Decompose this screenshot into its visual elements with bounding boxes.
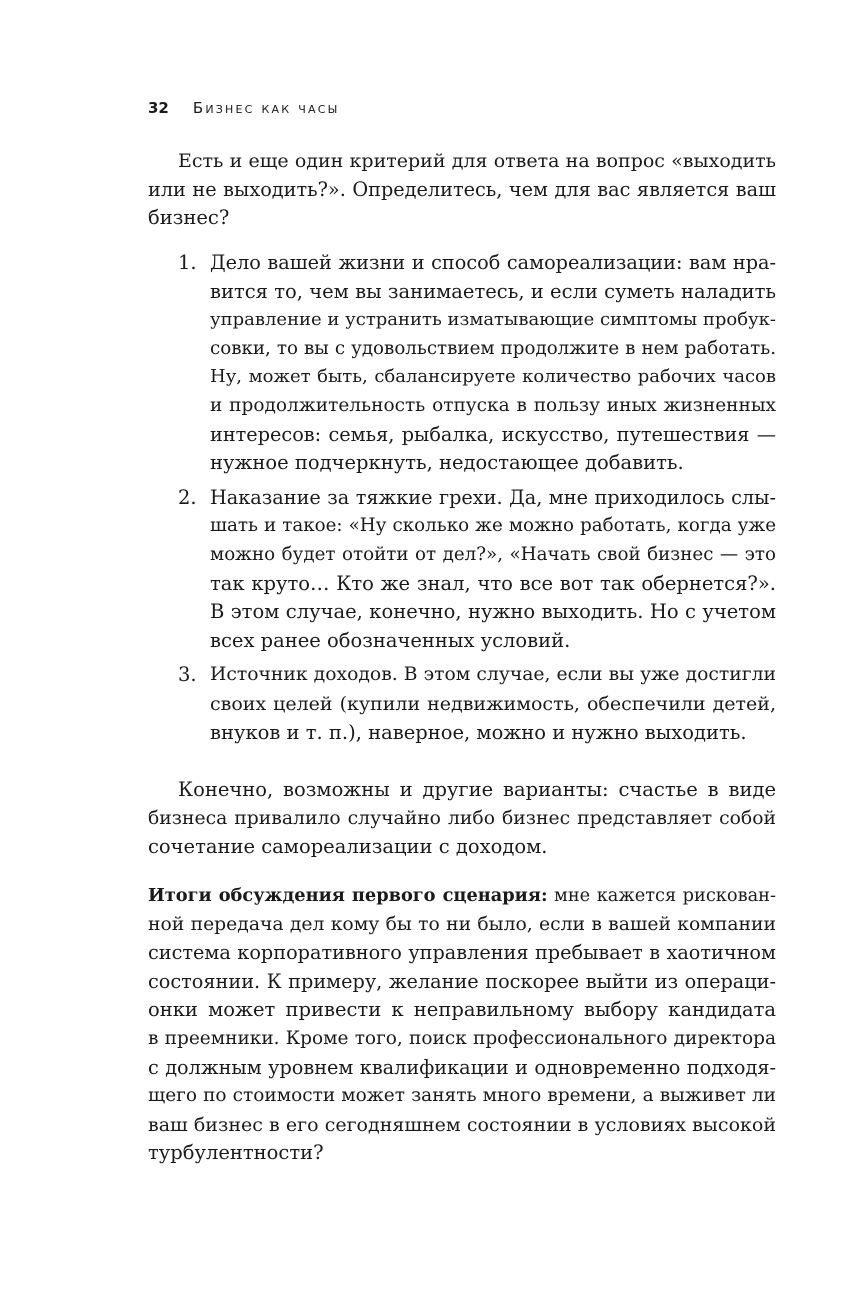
paragraph-line: система корпоративного управления пребывает в хаотичном	[148, 941, 776, 965]
paragraph-line: или не выходить?». Определитесь, чем для вас является ваш	[148, 177, 776, 201]
list-item-line: Ну, может быть, сбалансируете количество рабочих часов	[210, 366, 776, 388]
list-item-line: В этом случае, конечно, нужно выходить. Но с учетом	[210, 600, 776, 624]
paragraph-line: с должным уровнем квалификации и одновременно подходя-	[148, 1055, 776, 1079]
list-item-line: всех ранее обозначенных условий.	[210, 628, 571, 652]
paragraph-line: онки может привести к неправильному выбору кандидата	[148, 998, 776, 1022]
page-number: 32	[148, 99, 169, 117]
numbered-list	[148, 249, 776, 747]
list-item-number: 1.	[178, 251, 197, 274]
paragraph-line: турбулентности?	[148, 1141, 324, 1165]
list-item-line: управление и устранить изматывающие симптомы пробук-	[210, 309, 777, 331]
list-item-line: своих целей (купили недвижимость, обеспечили детей,	[210, 692, 776, 715]
paragraph-line: состоянии. К примеру, желание поскорее выйти из операци-	[148, 969, 776, 993]
list-item-line: нужное подчеркнуть, недостающее добавить.	[210, 451, 684, 475]
list-item	[148, 249, 776, 478]
paragraph-line: Есть и еще один критерий для ответа на вопрос «выходить	[178, 150, 776, 172]
paragraph-line: ваш бизнес в его сегодняшнем состоянии в условиях высокой	[148, 1113, 776, 1136]
list-item-line: можно будет отойти от дел?», «Начать свой бизнес — это	[210, 543, 776, 565]
list-item-line: внуков и т. п.), наверное, можно и нужно выходить.	[210, 720, 747, 744]
paragraph-line: в преемники. Кроме того, поиск профессионального директора	[148, 1027, 776, 1049]
paragraph-line: бизнес?	[148, 206, 230, 230]
list-item-line: и продолжительность отпуска в пользу иных жизненных	[210, 394, 776, 416]
list-item-line: совки, то вы с удовольствием продолжите в нем работать.	[210, 337, 776, 359]
list-item-number: 2.	[178, 485, 197, 509]
second-paragraph	[148, 776, 776, 862]
paragraph-line: ной передача дел кому бы то ни было, если в вашей компании	[148, 913, 776, 935]
list-item	[148, 661, 776, 747]
paragraph-line	[148, 882, 776, 911]
running-head	[148, 98, 339, 118]
summary-paragraph	[148, 882, 776, 1168]
intro-paragraph	[148, 147, 776, 233]
list-item-line: Дело вашей жизни и способ самореализации: вам нра-	[210, 251, 776, 274]
paragraph-line: щего по стоимости может занять много времени, а выживет ли	[148, 1085, 776, 1107]
list-item-line: интересов: семья, рыбалка, искусство, путешествия —	[210, 422, 776, 446]
list-item-line: Источник доходов. В этом случае, если вы уже достигли	[210, 664, 776, 686]
list-item-line: так круто… Кто же знал, что все вот так обернется?».	[210, 571, 776, 595]
paragraph-line: сочетание самореализации с доходом.	[148, 835, 548, 859]
list-item	[148, 484, 776, 656]
summary-bold-lead: Итоги обсуждения первого сценария:	[148, 885, 548, 906]
summary-first-line-rest: мне кажется рискован-	[547, 886, 776, 906]
list-item-line: Наказание за тяжкие грехи. Да, мне приходилось слы-	[210, 485, 776, 509]
book-title: Бизнес как часы	[192, 99, 340, 117]
list-item-number: 3.	[178, 663, 197, 687]
list-item-line: шать и такое: «Ну сколько же можно работать, когда уже	[210, 515, 776, 537]
list-item-line: вится то, чем вы занимаетесь, и если суметь наладить	[210, 279, 776, 303]
paragraph-line: Конечно, возможны и другие варианты: счастье в виде	[178, 778, 776, 801]
paragraph-line: бизнеса привалило случайно либо бизнес представляет собой	[148, 807, 776, 829]
